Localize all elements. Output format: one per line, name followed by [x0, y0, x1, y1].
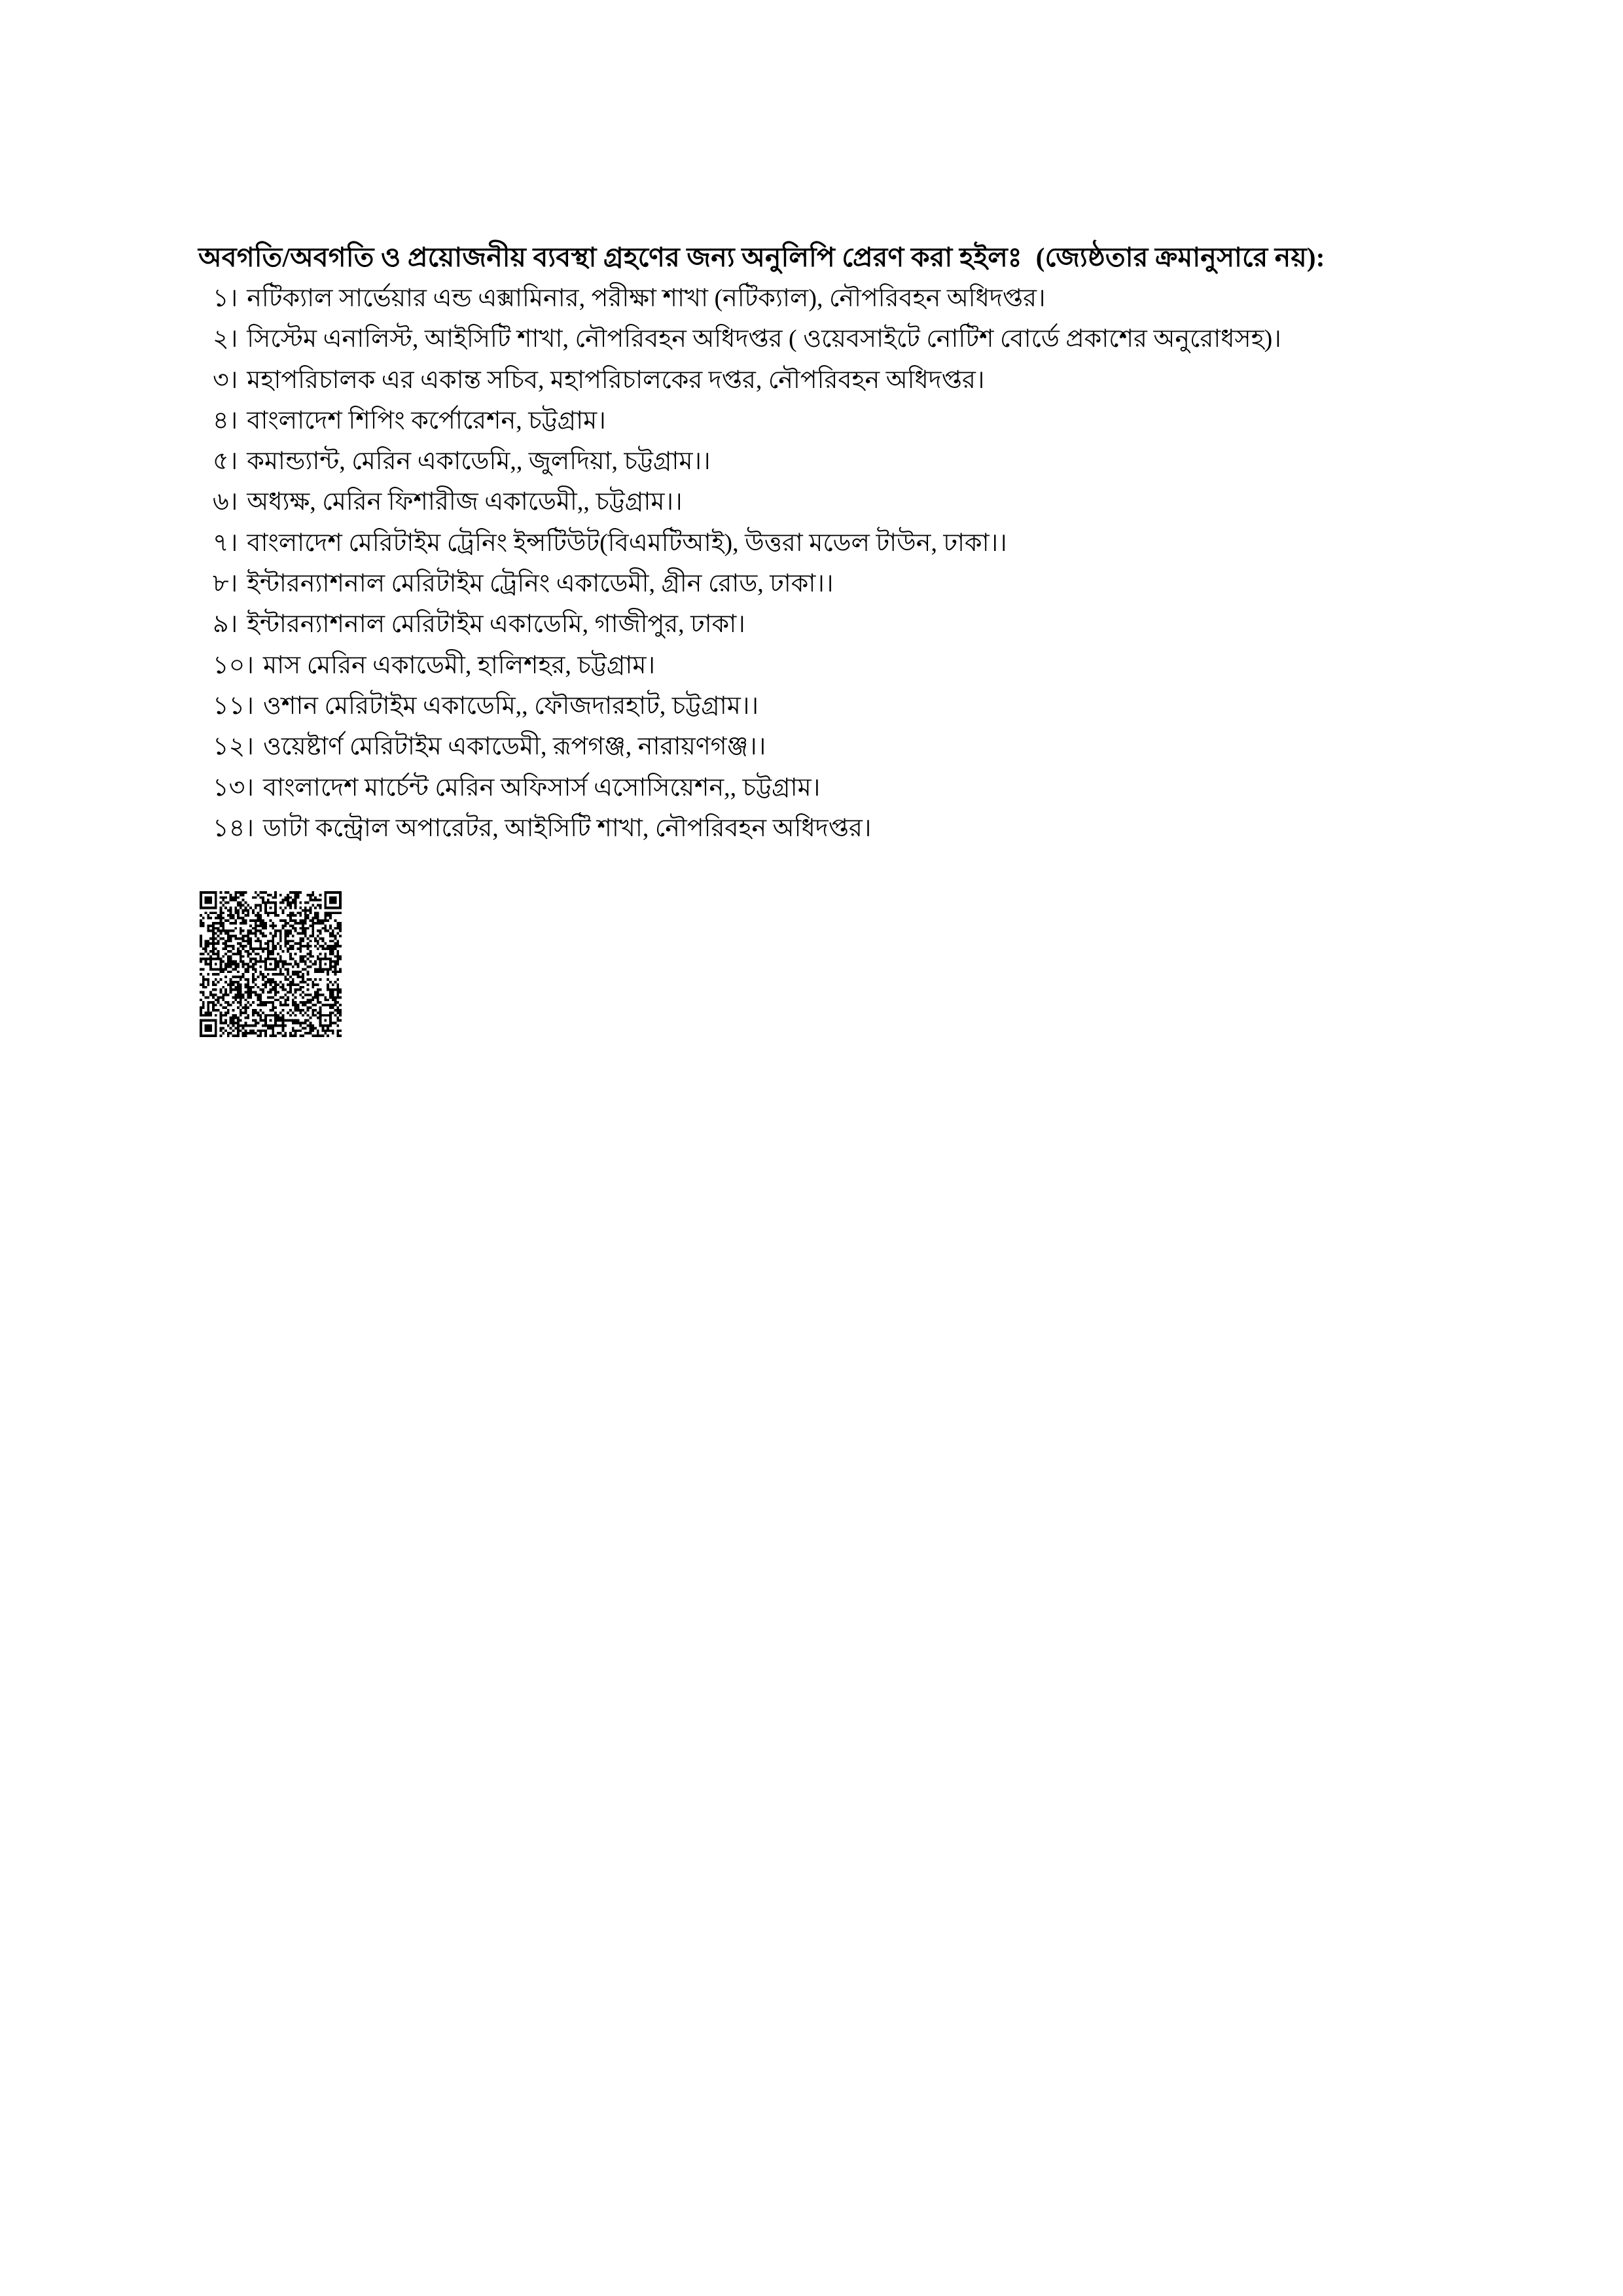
- item-text: বাংলাদেশ শিপিং কর্পোরেশন, চট্টগ্রাম।: [247, 406, 606, 434]
- item-number: ৬।: [213, 488, 238, 516]
- list-item: [213, 319, 1281, 359]
- item-number: ৫।: [213, 448, 238, 476]
- item-text: ডাটা কন্ট্রোল অপারেটর, আইসিটি শাখা, নৌপরিবহন অধিদপ্তর।: [262, 814, 872, 842]
- item-number: ১২।: [213, 733, 254, 761]
- list-item: [213, 726, 1281, 767]
- list-item: [213, 400, 1281, 441]
- item-number: ৮।: [213, 570, 238, 598]
- list-item: [213, 523, 1281, 563]
- item-text: ইন্টারন্যাশনাল মেরিটাইম একাডেমি, গাজীপুর, ঢাকা।: [247, 610, 745, 639]
- item-text: সিস্টেম এনালিস্ট, আইসিটি শাখা, নৌপরিবহন অধিদপ্তর ( ওয়েবসাইটে নোটিশ বোর্ডে প্রকাশের অনুরোধসহ)।: [247, 325, 1281, 353]
- item-number: ১।: [213, 285, 238, 312]
- item-text: মাস মেরিন একাডেমী, হালিশহর, চট্টগ্রাম।: [262, 651, 656, 679]
- item-number: ১০।: [213, 651, 254, 679]
- list-item: [213, 563, 1281, 604]
- item-number: ১৩।: [213, 773, 254, 802]
- item-number: ১৪।: [213, 814, 254, 842]
- list-item: [213, 278, 1281, 319]
- item-text: মহাপরিচালক এর একান্ত সচিব, মহাপরিচালকের দপ্তর, নৌপরিবহন অধিদপ্তর।: [247, 366, 985, 394]
- item-text: ওয়েষ্টার্ণ মেরিটাইম একাডেমী, রূপগঞ্জ, নারায়ণগঞ্জ।।: [262, 733, 766, 761]
- list-item: [213, 360, 1281, 400]
- list-item: [213, 645, 1281, 686]
- list-item: [213, 604, 1281, 645]
- item-text: নটিক্যাল সার্ভেয়ার এন্ড এক্সামিনার, পরীক্ষা শাখা (নটিক্যাল), নৌপরিবহন অধিদপ্তর।: [247, 285, 1046, 312]
- item-number: ৯।: [213, 610, 238, 639]
- item-number: ২।: [213, 325, 238, 353]
- item-text: ওশান মেরিটাইম একাডেমি,, ফৌজদারহাট, চট্টগ্রাম।।: [262, 692, 759, 720]
- item-number: ৭।: [213, 529, 238, 557]
- copy-distribution-list: [213, 278, 1281, 849]
- item-number: ৩।: [213, 366, 238, 394]
- item-number: ১১।: [213, 692, 254, 720]
- list-item: [213, 441, 1281, 482]
- item-text: ইন্টারন্যাশনাল মেরিটাইম ট্রেনিং একাডেমী, গ্রীন রোড, ঢাকা।।: [247, 570, 834, 598]
- copy-distribution-heading: অবগতি/অবগতি ও প্রয়োজনীয় ব্যবস্থা গ্রহণের জন্য অনুলিপি প্রেরণ করা হইলঃ (জ্যেষ্ঠতার ক্রমানুসারে নয়):: [198, 242, 1325, 272]
- list-item: [213, 686, 1281, 726]
- item-text: অধ্যক্ষ, মেরিন ফিশারীজ একাডেমী,, চট্টগ্রাম।।: [247, 488, 683, 516]
- list-item: [213, 808, 1281, 849]
- list-item: [213, 482, 1281, 522]
- item-text: কমান্ড্যান্ট, মেরিন একাডেমি,, জুলদিয়া, চট্টগ্রাম।।: [247, 448, 711, 476]
- qr-code: [200, 891, 342, 1037]
- item-number: ৪।: [213, 406, 238, 434]
- item-text: বাংলাদেশ মেরিটাইম ট্রেনিং ইন্সটিউট(বিএমটিআই), উত্তরা মডেল টাউন, ঢাকা।।: [247, 529, 1007, 557]
- list-item: [213, 768, 1281, 808]
- item-text: বাংলাদেশ মার্চেন্ট মেরিন অফিসার্স এসোসিয়েশন,, চট্টগ্রাম।: [262, 773, 821, 802]
